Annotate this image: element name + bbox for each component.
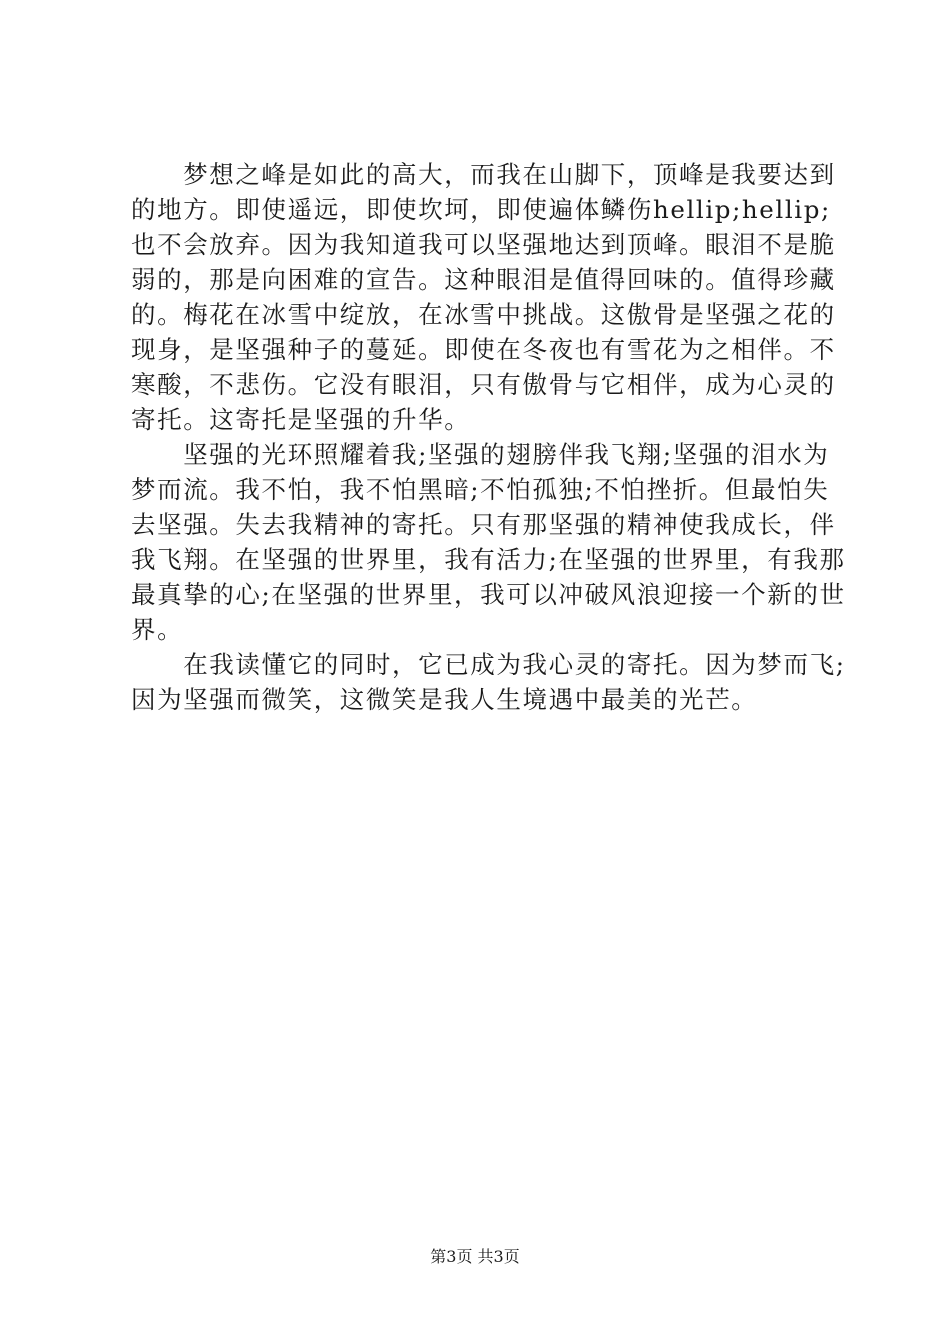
text-line: 在我读懂它的同时，它已成为我心灵的寄托。因为梦而飞; <box>131 650 846 679</box>
page-number-footer: 第3页 共3页 <box>430 1247 520 1266</box>
text-line: 也不会放弃。因为我知道我可以坚强地达到顶峰。眼泪不是脆 <box>131 230 836 259</box>
text-line: 去坚强。失去我精神的寄托。只有那坚强的精神使我成长，伴 <box>131 510 836 539</box>
text-line: 寒酸，不悲伤。它没有眼泪，只有傲骨与它相伴，成为心灵的 <box>131 370 836 399</box>
text-line: 寄托。这寄托是坚强的升华。 <box>131 405 471 434</box>
text-line: 界。 <box>131 615 184 644</box>
text-line: 的地方。即使遥远，即使坎坷，即使遍体鳞伤hellip;hellip; <box>131 195 831 224</box>
text-line: 我飞翔。在坚强的世界里，我有活力;在坚强的世界里，有我那 <box>131 545 846 574</box>
text-line: 坚强的光环照耀着我;坚强的翅膀伴我飞翔;坚强的泪水为 <box>131 440 830 469</box>
text-line: 现身，是坚强种子的蔓延。即使在冬夜也有雪花为之相伴。不 <box>131 335 836 364</box>
text-line: 因为坚强而微笑，这微笑是我人生境遇中最美的光芒。 <box>131 685 758 714</box>
essay-body <box>131 157 846 717</box>
text-line: 梦想之峰是如此的高大，而我在山脚下，顶峰是我要达到 <box>131 160 836 189</box>
text-line: 梦而流。我不怕，我不怕黑暗;不怕孤独;不怕挫折。但最怕失 <box>131 475 830 504</box>
text-line: 的。梅花在冰雪中绽放，在冰雪中挑战。这傲骨是坚强之花的 <box>131 300 836 329</box>
text-line: 弱的，那是向困难的宣告。这种眼泪是值得回味的。值得珍藏 <box>131 265 836 294</box>
text-line: 最真挚的心;在坚强的世界里，我可以冲破风浪迎接一个新的世 <box>131 580 846 609</box>
